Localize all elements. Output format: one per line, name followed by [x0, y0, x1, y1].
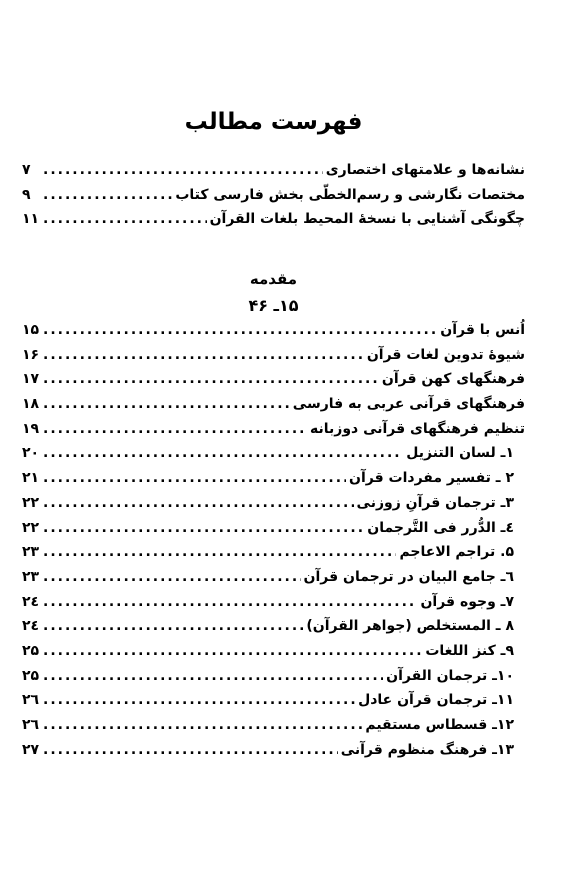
toc-entry-label: مختصات نگارشی و رسم‌الخطّی بخش فارسی کتاب	[175, 186, 525, 203]
toc-entry[interactable]	[22, 183, 525, 208]
dot-leader	[43, 183, 172, 207]
dot-leader	[43, 207, 207, 231]
dot-leader	[43, 392, 290, 416]
dot-leader	[43, 738, 338, 762]
toc-page	[22, 0, 525, 892]
toc-entry-page: ۱۱	[22, 211, 40, 228]
toc-entry-label: اُنس با قرآن	[440, 322, 525, 338]
dot-leader	[43, 614, 303, 638]
page-title: فهرست مطالب	[184, 109, 363, 135]
toc-entry-label: نشانه‌ها و علامتهای اختصاری	[325, 162, 525, 178]
toc-entry-label: فرهنگهای کهن قرآن	[381, 371, 525, 388]
toc-entry[interactable]	[22, 318, 525, 343]
toc-entry-page: ۹	[22, 186, 31, 203]
toc-subentry[interactable]	[22, 540, 525, 565]
toc-entry[interactable]	[22, 158, 525, 183]
toc-entry-label: ۱۲ـ قسطاس مستقیم	[365, 717, 514, 733]
dot-leader	[43, 367, 379, 391]
toc-entry-page: ۱۹	[22, 420, 40, 437]
dot-leader	[43, 664, 383, 688]
toc-entry-label: ۲ ـ تفسیر مفردات قرآن	[349, 470, 514, 487]
toc-entry[interactable]	[22, 343, 525, 368]
dot-leader	[43, 516, 364, 540]
dot-leader	[43, 540, 396, 564]
dot-leader	[43, 417, 307, 441]
toc-entry-page: ۲٦	[22, 692, 40, 709]
toc-entry-label: شیوهٔ تدوین لغات قرآن	[366, 346, 525, 363]
toc-subentry[interactable]	[22, 590, 525, 615]
toc-entry-page: ۱۵	[22, 322, 40, 338]
dot-leader	[43, 318, 437, 342]
toc-subentry[interactable]	[22, 738, 525, 763]
dot-leader	[43, 713, 362, 737]
toc-entry-label: ۵. تراجم الاعاجم	[399, 544, 514, 561]
toc-entry-page: ۲٦	[22, 717, 40, 733]
toc-entry-page: ۱۶	[22, 346, 40, 363]
toc-entry-label: ۷ـ وجوه قرآن	[420, 593, 514, 610]
toc-subentry[interactable]	[22, 516, 525, 541]
toc-entry-page: ۲۳	[22, 544, 40, 561]
toc-entry-label: ۱ـ لسان التنزیل	[406, 445, 514, 462]
toc-entry[interactable]	[22, 417, 525, 442]
toc-entry-label: ۱۱ـ ترجمان قرآن عادل	[358, 692, 514, 709]
toc-entry-label: ۱۳ـ فرهنگ منظوم قرآنی	[340, 741, 514, 758]
dot-leader	[43, 158, 323, 182]
toc-entry-label: ۸ ـ المستخلص (جواهر القرآن)	[306, 618, 514, 635]
dot-leader	[43, 639, 422, 663]
toc-subentry[interactable]	[22, 491, 525, 516]
toc-subentry[interactable]	[22, 466, 525, 491]
toc-entry-label: چگونگی آشنایی با نسخهٔ المحیط بلغات القرآن	[209, 211, 525, 228]
dot-leader	[43, 565, 301, 589]
front-matter-list	[22, 158, 525, 232]
toc-entry-page: ۲۵	[22, 667, 40, 684]
toc-subentry[interactable]	[22, 639, 525, 664]
dot-leader	[43, 688, 355, 712]
toc-entry-label: ٦ـ جامع البیان در ترجمان قرآن	[303, 568, 514, 585]
toc-entry-page: ۲۳	[22, 568, 40, 585]
toc-subentry[interactable]	[22, 713, 525, 738]
section-heading	[22, 266, 525, 320]
toc-subentry[interactable]	[22, 664, 525, 689]
toc-entry-page: ۲۲	[22, 494, 40, 511]
dot-leader	[43, 590, 417, 614]
section-page-range: ۱۵ـ ۴۶	[248, 296, 299, 315]
toc-entry-label: فرهنگهای قرآنی عربی به فارسی	[292, 396, 525, 413]
dot-leader	[43, 343, 364, 367]
toc-entry[interactable]	[22, 207, 525, 232]
toc-entry-page: ۲۱	[22, 470, 40, 487]
toc-subentry[interactable]	[22, 688, 525, 713]
toc-entry-label: ٤ـ الدُّرر فی التَّرجمان	[367, 519, 514, 536]
toc-entry-label: تنظیم فرهنگهای قرآنی دوزبانه	[310, 420, 525, 437]
dot-leader	[43, 491, 354, 515]
toc-entry-label: ۹ـ کنز اللغات	[425, 642, 514, 659]
toc-subentry[interactable]	[22, 614, 525, 639]
dot-leader	[43, 466, 346, 490]
toc-entry-page: ۱۷	[22, 371, 40, 388]
toc-entry-label: ۳ـ ترجمان قرآنِ زوزنی	[356, 494, 514, 511]
toc-entry-page: ۲٤	[22, 618, 40, 635]
toc-entry-page: ۲٤	[22, 593, 40, 610]
toc-entry-page: ۲۰	[22, 445, 40, 462]
toc-entry[interactable]	[22, 392, 525, 417]
toc-entry-page: ۲۵	[22, 642, 40, 659]
toc-entry-page: ۲۷	[22, 741, 40, 758]
toc-subentry[interactable]	[22, 565, 525, 590]
dot-leader	[43, 441, 403, 465]
toc-entry-label: ۱۰ـ ترجمان القرآن	[386, 667, 514, 684]
toc-entry-page: ۷	[22, 162, 31, 178]
section-name: مقدمه	[249, 270, 298, 288]
toc-entry-page: ۱۸	[22, 396, 40, 413]
section-entries-list	[22, 318, 525, 762]
toc-subentry[interactable]	[22, 441, 525, 466]
toc-entry[interactable]	[22, 367, 525, 392]
toc-entry-page: ۲۲	[22, 519, 40, 536]
